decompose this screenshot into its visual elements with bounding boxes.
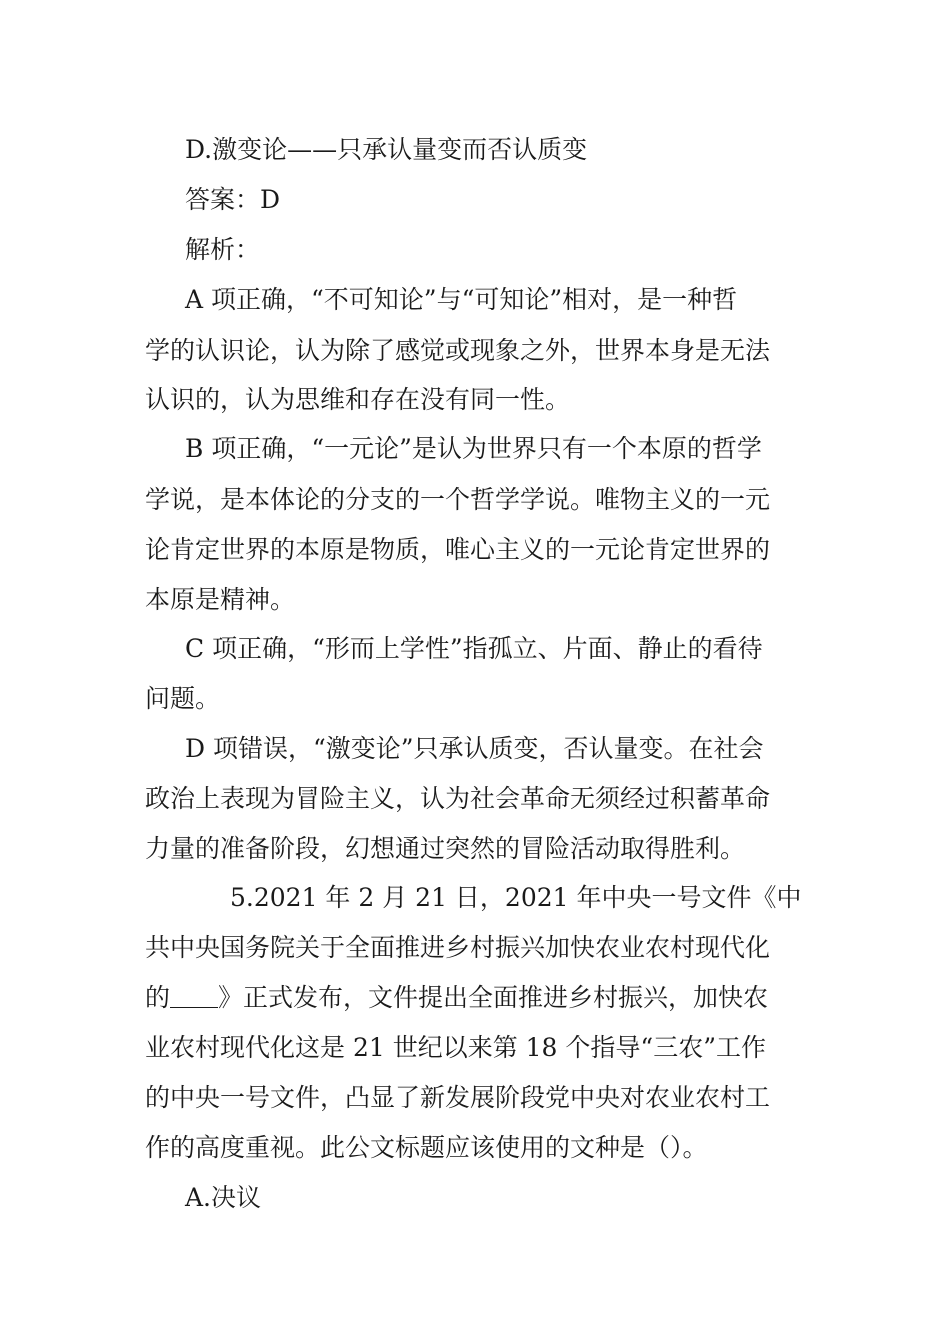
analysis-a-line: 认识的，认为思维和存在没有同一性。 — [145, 385, 571, 414]
analysis-d-line: 政治上表现为冒险主义，认为社会革命无须经过积蓄革命 — [145, 784, 771, 813]
analysis-c-line: C 项正确，“形而上学性”指孤立、片面、静止的看待 — [185, 634, 763, 663]
question-5-text: 》正式发布，文件提出全面推进乡村振兴，加快农 — [218, 983, 769, 1012]
question-5-line: 共中央国务院关于全面推进乡村振兴加快农业农村现代化 — [145, 933, 771, 962]
question-5-line: 业农村现代化这是 21 世纪以来第 18 个指导“三农”工作 — [145, 1033, 766, 1062]
analysis-d-line: 力量的准备阶段，幻想通过突然的冒险活动取得胜利。 — [145, 834, 746, 863]
question-5-line: 的中央一号文件，凸显了新发展阶段党中央对农业农村工 — [145, 1083, 771, 1112]
analysis-b-line: 学说，是本体论的分支的一个哲学学说。唯物主义的一元 — [145, 485, 771, 514]
analysis-c-line: 问题。 — [145, 684, 221, 713]
analysis-b-line: 本原是精神。 — [145, 585, 296, 614]
analysis-b-line: B 项正确，“一元论”是认为世界只有一个本原的哲学 — [185, 434, 762, 463]
question-5-text: 的 — [145, 983, 171, 1012]
question-5-line — [145, 983, 810, 1013]
fill-in-blank — [170, 987, 218, 1008]
option-a: A.决议 — [185, 1183, 262, 1212]
analysis-d-line: D 项错误，“激变论”只承认质变，否认量变。在社会 — [185, 734, 764, 763]
option-d-previous: D.激变论——只承认量变而否认质变 — [185, 135, 588, 164]
answer-line: 答案：D — [185, 185, 281, 214]
analysis-b-line: 论肯定世界的本原是物质，唯心主义的一元论肯定世界的 — [145, 535, 771, 564]
analysis-a-line: A 项正确，“不可知论”与“可知论”相对，是一种哲 — [185, 285, 738, 314]
question-5-line: 作的高度重视。此公文标题应该使用的文种是（）。 — [145, 1133, 708, 1162]
analysis-label: 解析： — [185, 235, 261, 264]
analysis-a-line: 学的认识论，认为除了感觉或现象之外，世界本身是无法 — [145, 336, 771, 365]
question-5-line: 5.2021 年 2 月 21 日，2021 年中央一号文件《中 — [230, 883, 802, 912]
